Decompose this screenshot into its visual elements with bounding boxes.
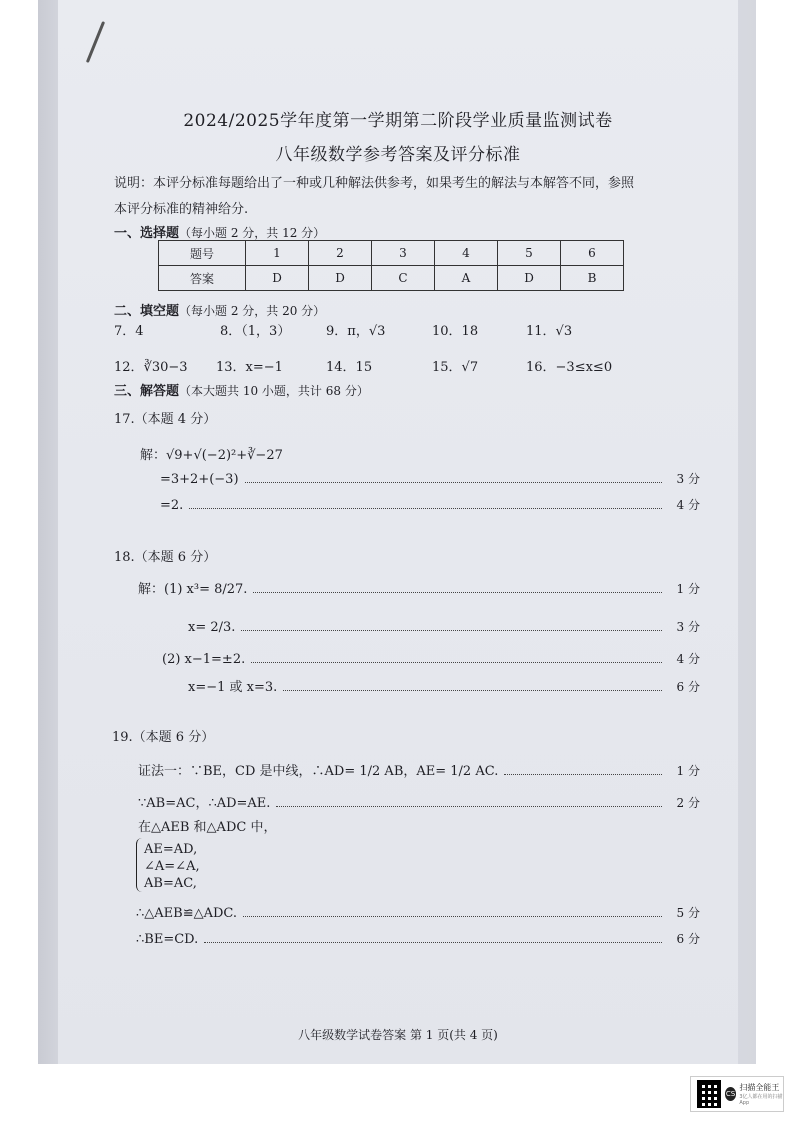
score-mark: 2 分 [676,796,700,810]
table-cell: 6 [561,241,624,266]
fill-answer-15: 15．√7 [432,360,479,375]
fill-answer-9: 9．π，√3 [326,324,386,339]
q18-line-1 [138,578,700,597]
leader-dots [241,629,662,631]
note-line-2: 本评分标准的精神给分. [114,202,249,217]
leader-dots [504,773,662,775]
q19-step: ∴BE=CD. [136,932,199,947]
q17-line-3 [160,496,700,513]
q19-line-1 [138,760,700,779]
q19-condition-1: AE=AD, [144,842,198,857]
camscanner-logo-icon: CS [725,1087,737,1101]
table-cell: A [435,266,498,291]
q18-step: 解：(1) x³= 8/27. [138,582,248,597]
table-cell: 5 [498,241,561,266]
watermark-sub: 3亿人都在用的扫描App [739,1094,783,1106]
leader-dots [283,689,662,691]
exam-paper [58,0,738,1064]
leader-dots [189,507,662,509]
table-cell: D [309,266,372,291]
score-mark: 1 分 [676,764,700,778]
q19-step: ∴△AEB≌△ADC. [136,906,238,921]
section-3-meta: （本大题共 10 小题，共计 68 分） [179,384,369,398]
fill-answer-13: 13．x=−1 [216,360,283,375]
fill-answer-11: 11．√3 [526,324,573,339]
q19-step: ∵AB=AC，∴AD=AE. [138,796,271,811]
fill-answer-10: 10．18 [432,324,479,339]
table-cell: C [372,266,435,291]
fill-answer-16: 16．−3≤x≤0 [526,360,613,375]
q18-label: 18.（本题 6 分） [114,550,217,565]
q19-line-4 [136,904,700,921]
table-cell: D [246,266,309,291]
section-3-heading: 三、解答题 [114,384,180,399]
leader-dots [204,941,662,943]
scanned-photo [38,0,756,1064]
score-mark: 4 分 [676,652,700,666]
q19-line-2 [138,792,700,811]
watermark-name: 扫描全能王 [739,1083,780,1092]
table-cell: D [498,266,561,291]
title-line-2: 八年级数学参考答案及评分标准 [275,145,521,165]
q19-line-3: 在△AEB 和△ADC 中， [138,820,277,835]
q18-step: (2) x−1=±2. [162,652,246,667]
q17-line-1: 解：√9+√(−2)²+∛−27 [140,448,283,463]
table-cell: 1 [246,241,309,266]
leader-dots [253,591,662,593]
answer-table [158,240,624,291]
score-mark: 4 分 [676,498,700,512]
q17-line-2 [160,470,700,487]
q17-step: =3+2+(−3) [160,472,239,487]
table-row-answers [159,266,624,291]
brace [136,838,143,892]
q18-line-2 [188,618,700,635]
leader-dots [251,661,662,663]
q19-label: 19.（本题 6 分） [112,730,215,745]
q18-line-3 [162,650,700,667]
fill-answer-7: 7．4 [114,324,144,339]
q18-step: x= 2/3. [188,620,236,635]
score-mark: 5 分 [676,906,700,920]
q19-line-5 [136,930,700,947]
section-1-heading: 一、选择题 [114,226,180,241]
fill-answer-8: 8．（1，3） [220,324,291,339]
score-mark: 6 分 [676,932,700,946]
watermark-text [739,1082,783,1106]
qr-code-icon [697,1080,721,1108]
section-2-heading: 二、填空题 [114,304,180,319]
q17-label: 17.（本题 4 分） [114,412,217,427]
section-3-title [114,380,369,399]
table-header-answer: 答案 [159,266,246,291]
leader-dots [243,915,662,917]
table-cell: 3 [372,241,435,266]
score-mark: 3 分 [676,472,700,486]
note-line-1: 说明：本评分标准每题给出了一种或几种解法供参考，如果考生的解法与本解答不同，参照 [114,176,635,191]
q18-step: x=−1 或 x=3. [188,680,278,695]
q17-step: =2. [160,498,184,513]
q19-condition-2: ∠A=∠A, [144,859,200,874]
q19-step: 证法一：∵BE，CD 是中线，∴AD= 1/2 AB，AE= 1/2 AC. [138,764,499,779]
leader-dots [276,805,662,807]
title-line-1: 2024/2025学年度第一学期第二阶段学业质量监测试卷 [183,111,613,131]
pen-mark [86,21,105,63]
section-1-title [114,222,325,241]
section-2-meta: （每小题 2 分，共 20 分） [179,304,326,318]
leader-dots [245,481,662,483]
page-footer: 八年级数学试卷答案 第 1 页(共 4 页) [298,1028,498,1042]
score-mark: 6 分 [676,680,700,694]
section-1-meta: （每小题 2 分，共 12 分） [179,226,326,240]
table-cell: 4 [435,241,498,266]
table-cell: B [561,266,624,291]
fill-answer-14: 14．15 [326,360,373,375]
table-row-numbers [159,241,624,266]
table-header-number: 题号 [159,241,246,266]
scanner-watermark [690,1076,784,1112]
section-2-title [114,300,325,319]
q18-line-4 [188,676,700,695]
q19-condition-3: AB=AC, [144,876,197,891]
score-mark: 1 分 [676,582,700,596]
fill-answer-12: 12．∛30−3 [114,360,188,375]
table-cell: 2 [309,241,372,266]
score-mark: 3 分 [676,620,700,634]
